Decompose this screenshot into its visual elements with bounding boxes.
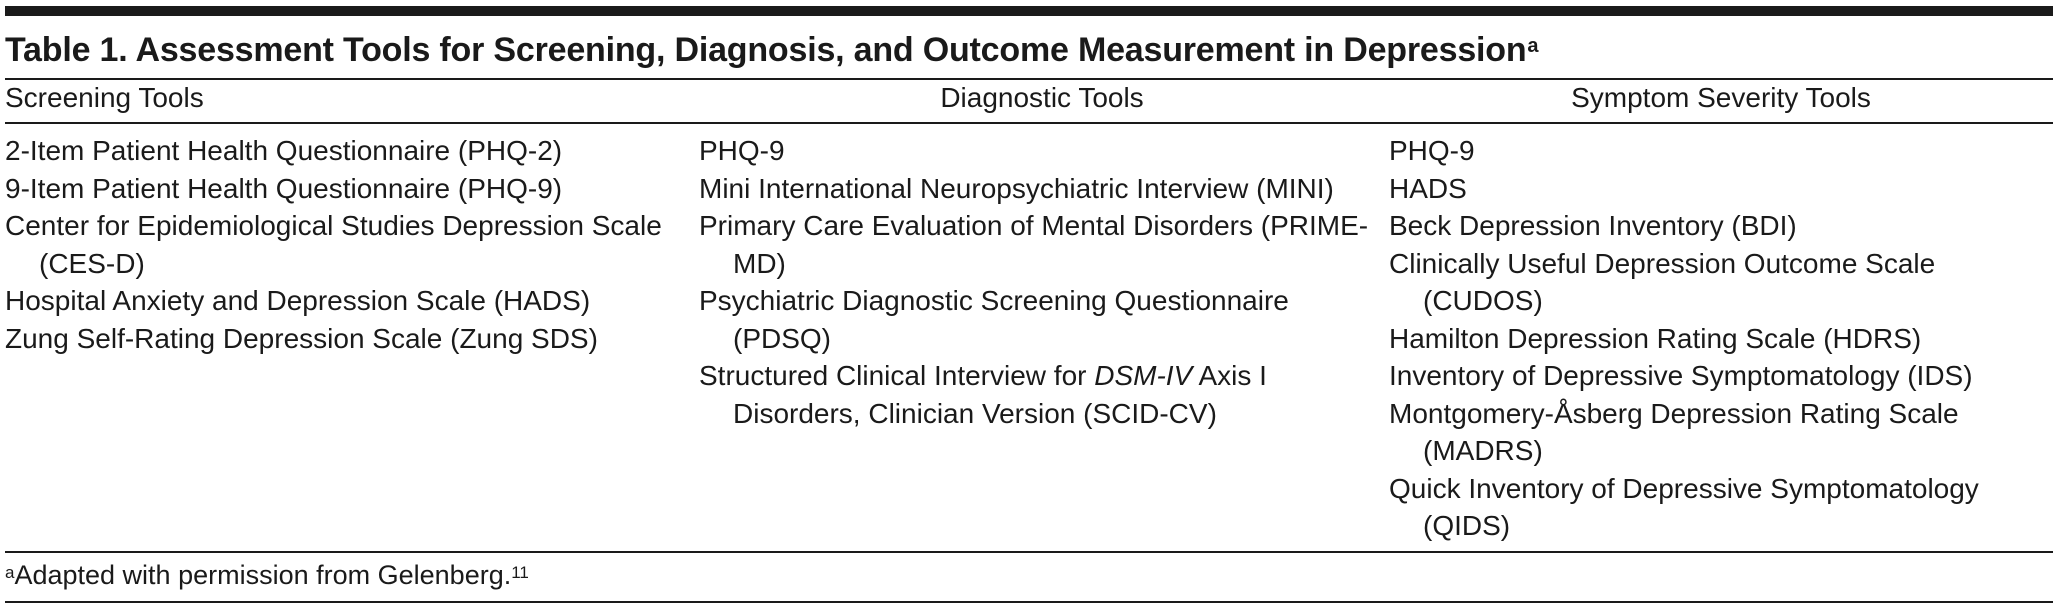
bottom-rule — [5, 601, 2053, 603]
list-item: Zung Self-Rating Depression Scale (Zung SDS) — [5, 322, 598, 354]
list-item: 9-Item Patient Health Questionnaire (PHQ-9) — [5, 172, 563, 204]
table-title-text: Table 1. Assessment Tools for Screening, Diagnosis, and Outcome Measurement in Depression — [5, 31, 1527, 69]
list-item: Hospital Anxiety and Depression Scale (HADS) — [5, 285, 591, 316]
list-item: Psychiatric Diagnostic Screening Questionnaire (PDSQ) — [699, 285, 1289, 354]
body-rule — [5, 551, 2053, 553]
header-diagnostic-tools: Diagnostic Tools — [940, 82, 1144, 113]
list-item: Clinically Useful Depression Outcome Scale (CUDOS) — [1389, 247, 1936, 316]
footnote-text: Adapted with permission from Gelenberg. — [14, 559, 512, 590]
table-footnote — [5, 557, 2053, 593]
list-item: HADS — [1389, 172, 1467, 204]
list-item: Primary Care Evaluation of Mental Disorders (PRIME-MD) — [699, 210, 1369, 279]
list-item: Mini International Neuropsychiatric Interview (MINI) — [699, 172, 1334, 204]
list-item: Beck Depression Inventory (BDI) — [1389, 210, 1797, 241]
list-item: 2-Item Patient Health Questionnaire (PHQ-2) — [5, 135, 563, 166]
scid-prefix: Structured Clinical Interview for — [699, 360, 1095, 391]
list-item: Montgomery-Åsberg Depression Rating Scale (MADRS) — [1389, 397, 1959, 466]
header-screening-tools: Screening Tools — [5, 82, 204, 113]
list-item: Quick Inventory of Depressive Symptomatology (QIDS) — [1389, 472, 1979, 541]
scid-italic: DSM-IV — [1094, 360, 1193, 391]
header-row — [5, 80, 2053, 116]
top-rule — [5, 6, 2053, 16]
table-1 — [5, 0, 2053, 603]
header-rule — [5, 122, 2053, 124]
footnote-marker: a — [5, 562, 15, 582]
table-title — [5, 28, 2053, 72]
footnote-reference: 11 — [511, 562, 529, 582]
title-footnote-marker: a — [1527, 35, 1539, 57]
scid-suffix: Axis I Disorders, Clinician Version (SCID-CV) — [733, 360, 1267, 429]
list-item: Center for Epidemiological Studies Depression Scale (CES-D) — [5, 210, 662, 279]
body-row — [5, 132, 2053, 545]
list-item: Inventory of Depressive Symptomatology (IDS) — [1389, 360, 1973, 391]
list-item: PHQ-9 — [699, 135, 785, 166]
diagnostic-tools-column — [695, 132, 1389, 545]
list-item: PHQ-9 — [1389, 135, 1475, 166]
severity-tools-column — [1389, 132, 2053, 545]
screening-tools-column — [5, 132, 695, 545]
list-item-scid — [699, 357, 1389, 432]
header-symptom-severity-tools: Symptom Severity Tools — [1571, 82, 1871, 113]
list-item: Hamilton Depression Rating Scale (HDRS) — [1389, 322, 1922, 354]
